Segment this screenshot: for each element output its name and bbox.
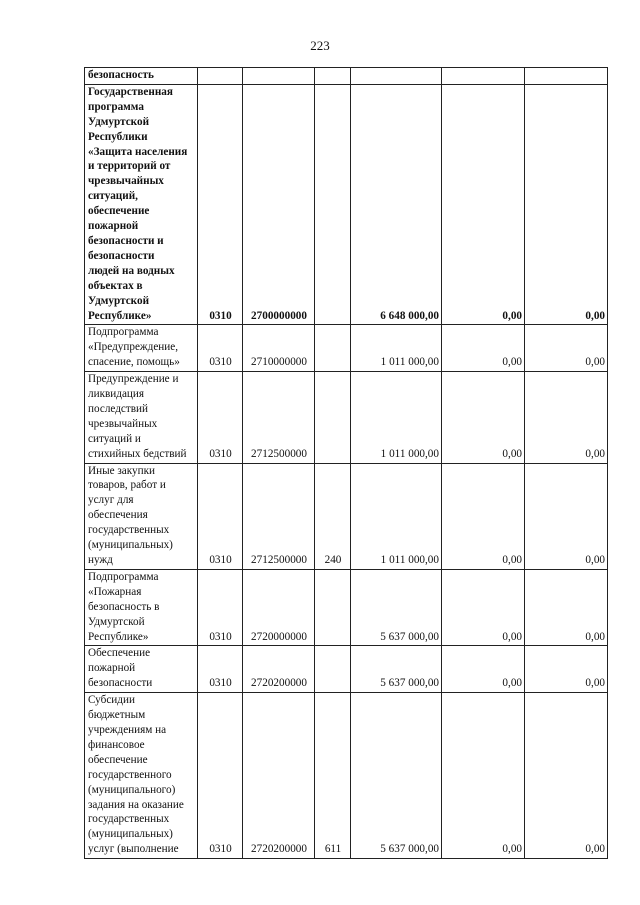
cell-amount: 5 637 000,00: [351, 693, 442, 859]
cell-col6: [525, 68, 608, 85]
name-line: Субсидии: [88, 694, 135, 707]
cell-col6: 0,00: [525, 84, 608, 325]
cell-section: 0310: [198, 693, 243, 859]
cell-expense-type: 240: [315, 463, 351, 569]
cell-col5: 0,00: [442, 84, 525, 325]
cell-col6: 0,00: [525, 569, 608, 646]
cell-target: 2712500000: [243, 463, 315, 569]
name-line: «Пожарная: [88, 585, 142, 598]
cell-section: [198, 68, 243, 85]
cell-col6: 0,00: [525, 372, 608, 463]
name-line: Предупреждение и: [88, 373, 179, 386]
name-line: людей на водных: [88, 264, 175, 277]
cell-col5: 0,00: [442, 646, 525, 693]
cell-amount: [351, 68, 442, 85]
table-row: [85, 325, 608, 372]
name-line: услуг (выполнение: [88, 843, 179, 856]
name-line: государственного: [88, 768, 172, 781]
table-row: [85, 693, 608, 859]
cell-amount: 6 648 000,00: [351, 84, 442, 325]
name-line: «Защита населения: [88, 145, 188, 158]
name-line: и территорий от: [88, 160, 171, 173]
cell-target: 2700000000: [243, 84, 315, 325]
name-line: государственных: [88, 813, 170, 826]
cell-amount: 5 637 000,00: [351, 646, 442, 693]
name-line: (муниципального): [88, 783, 176, 796]
budget-table: [84, 67, 608, 859]
cell-col6: 0,00: [525, 646, 608, 693]
page-number: 223: [310, 38, 330, 53]
name-line: спасение, помощь»: [88, 356, 180, 369]
cell-amount: 1 011 000,00: [351, 372, 442, 463]
name-line: нужд: [88, 554, 113, 566]
cell-amount: 1 011 000,00: [351, 325, 442, 372]
name-line: пожарной: [88, 220, 139, 233]
name-line: обеспечение: [88, 205, 150, 218]
cell-expense-type: [315, 372, 351, 463]
cell-name: [85, 68, 198, 85]
cell-expense-type: 611: [315, 693, 351, 859]
cell-expense-type: [315, 569, 351, 646]
name-line: пожарной: [88, 662, 136, 675]
cell-name: [85, 693, 198, 859]
name-line: Удмуртской: [88, 115, 150, 128]
name-line: чрезвычайных: [88, 417, 158, 430]
name-line: Удмуртской: [88, 294, 150, 307]
cell-name: [85, 463, 198, 569]
cell-section: 0310: [198, 325, 243, 372]
cell-name: [85, 84, 198, 325]
name-line: чрезвычайных: [88, 175, 164, 188]
cell-col5: 0,00: [442, 463, 525, 569]
name-line: учреждениям на: [88, 723, 167, 736]
cell-col6: 0,00: [525, 463, 608, 569]
cell-name: [85, 569, 198, 646]
name-line: последствий: [88, 402, 149, 415]
cell-amount: 5 637 000,00: [351, 569, 442, 646]
cell-expense-type: [315, 646, 351, 693]
table-row: [85, 463, 608, 569]
name-line: безопасности: [88, 249, 155, 262]
cell-col6: 0,00: [525, 325, 608, 372]
cell-col5: 0,00: [442, 325, 525, 372]
table-row: [85, 68, 608, 85]
name-line: объектах в: [88, 279, 143, 292]
cell-target: [243, 68, 315, 85]
name-line: Республики: [88, 130, 148, 143]
name-line: (муниципальных): [88, 539, 173, 552]
cell-section: 0310: [198, 646, 243, 693]
name-line: Обеспечение: [88, 647, 151, 660]
name-line: ситуаций,: [88, 190, 138, 203]
name-line: ситуаций и: [88, 432, 141, 445]
name-line: обеспечения: [88, 509, 148, 522]
name-line: безопасности: [88, 677, 153, 690]
cell-name: [85, 372, 198, 463]
cell-section: 0310: [198, 569, 243, 646]
cell-target: 2712500000: [243, 372, 315, 463]
name-line: государственных: [88, 524, 170, 537]
name-line: Республике»: [88, 309, 152, 322]
cell-target: 2710000000: [243, 325, 315, 372]
name-line: Удмуртской: [88, 615, 145, 628]
cell-col5: 0,00: [442, 693, 525, 859]
name-line: услуг для: [88, 494, 134, 507]
name-line: финансовое: [88, 738, 145, 751]
name-line: обеспечение: [88, 753, 148, 766]
cell-target: 2720200000: [243, 646, 315, 693]
cell-section: 0310: [198, 84, 243, 325]
cell-target: 2720000000: [243, 569, 315, 646]
name-line: безопасности и: [88, 234, 164, 247]
cell-section: 0310: [198, 463, 243, 569]
cell-name: [85, 646, 198, 693]
name-line: Иные закупки: [88, 464, 156, 477]
name-line: «Предупреждение,: [88, 341, 179, 354]
cell-col5: 0,00: [442, 372, 525, 463]
name-line: Государственная: [88, 85, 173, 98]
name-line: товаров, работ и: [88, 479, 166, 492]
name-line: Подпрограмма: [88, 326, 159, 339]
cell-col5: 0,00: [442, 569, 525, 646]
cell-expense-type: [315, 84, 351, 325]
cell-name: [85, 325, 198, 372]
name-line: задания на оказание: [88, 798, 184, 811]
cell-expense-type: [315, 325, 351, 372]
name-line: Республике»: [88, 630, 149, 643]
cell-col5: [442, 68, 525, 85]
cell-col6: 0,00: [525, 693, 608, 859]
name-line: безопасность: [88, 69, 154, 81]
name-line: Подпрограмма: [88, 570, 159, 583]
name-line: (муниципальных): [88, 828, 173, 841]
table-row: [85, 569, 608, 646]
cell-amount: 1 011 000,00: [351, 463, 442, 569]
name-line: стихийных бедствий: [88, 447, 187, 460]
name-line: ликвидация: [88, 388, 145, 401]
table-row: [85, 372, 608, 463]
table-row: [85, 84, 608, 325]
cell-target: 2720200000: [243, 693, 315, 859]
cell-expense-type: [315, 68, 351, 85]
table-row: [85, 646, 608, 693]
budget-table-body: [85, 68, 608, 859]
name-line: безопасность в: [88, 600, 160, 613]
name-line: бюджетным: [88, 709, 146, 722]
name-line: программа: [88, 100, 144, 113]
cell-section: 0310: [198, 372, 243, 463]
